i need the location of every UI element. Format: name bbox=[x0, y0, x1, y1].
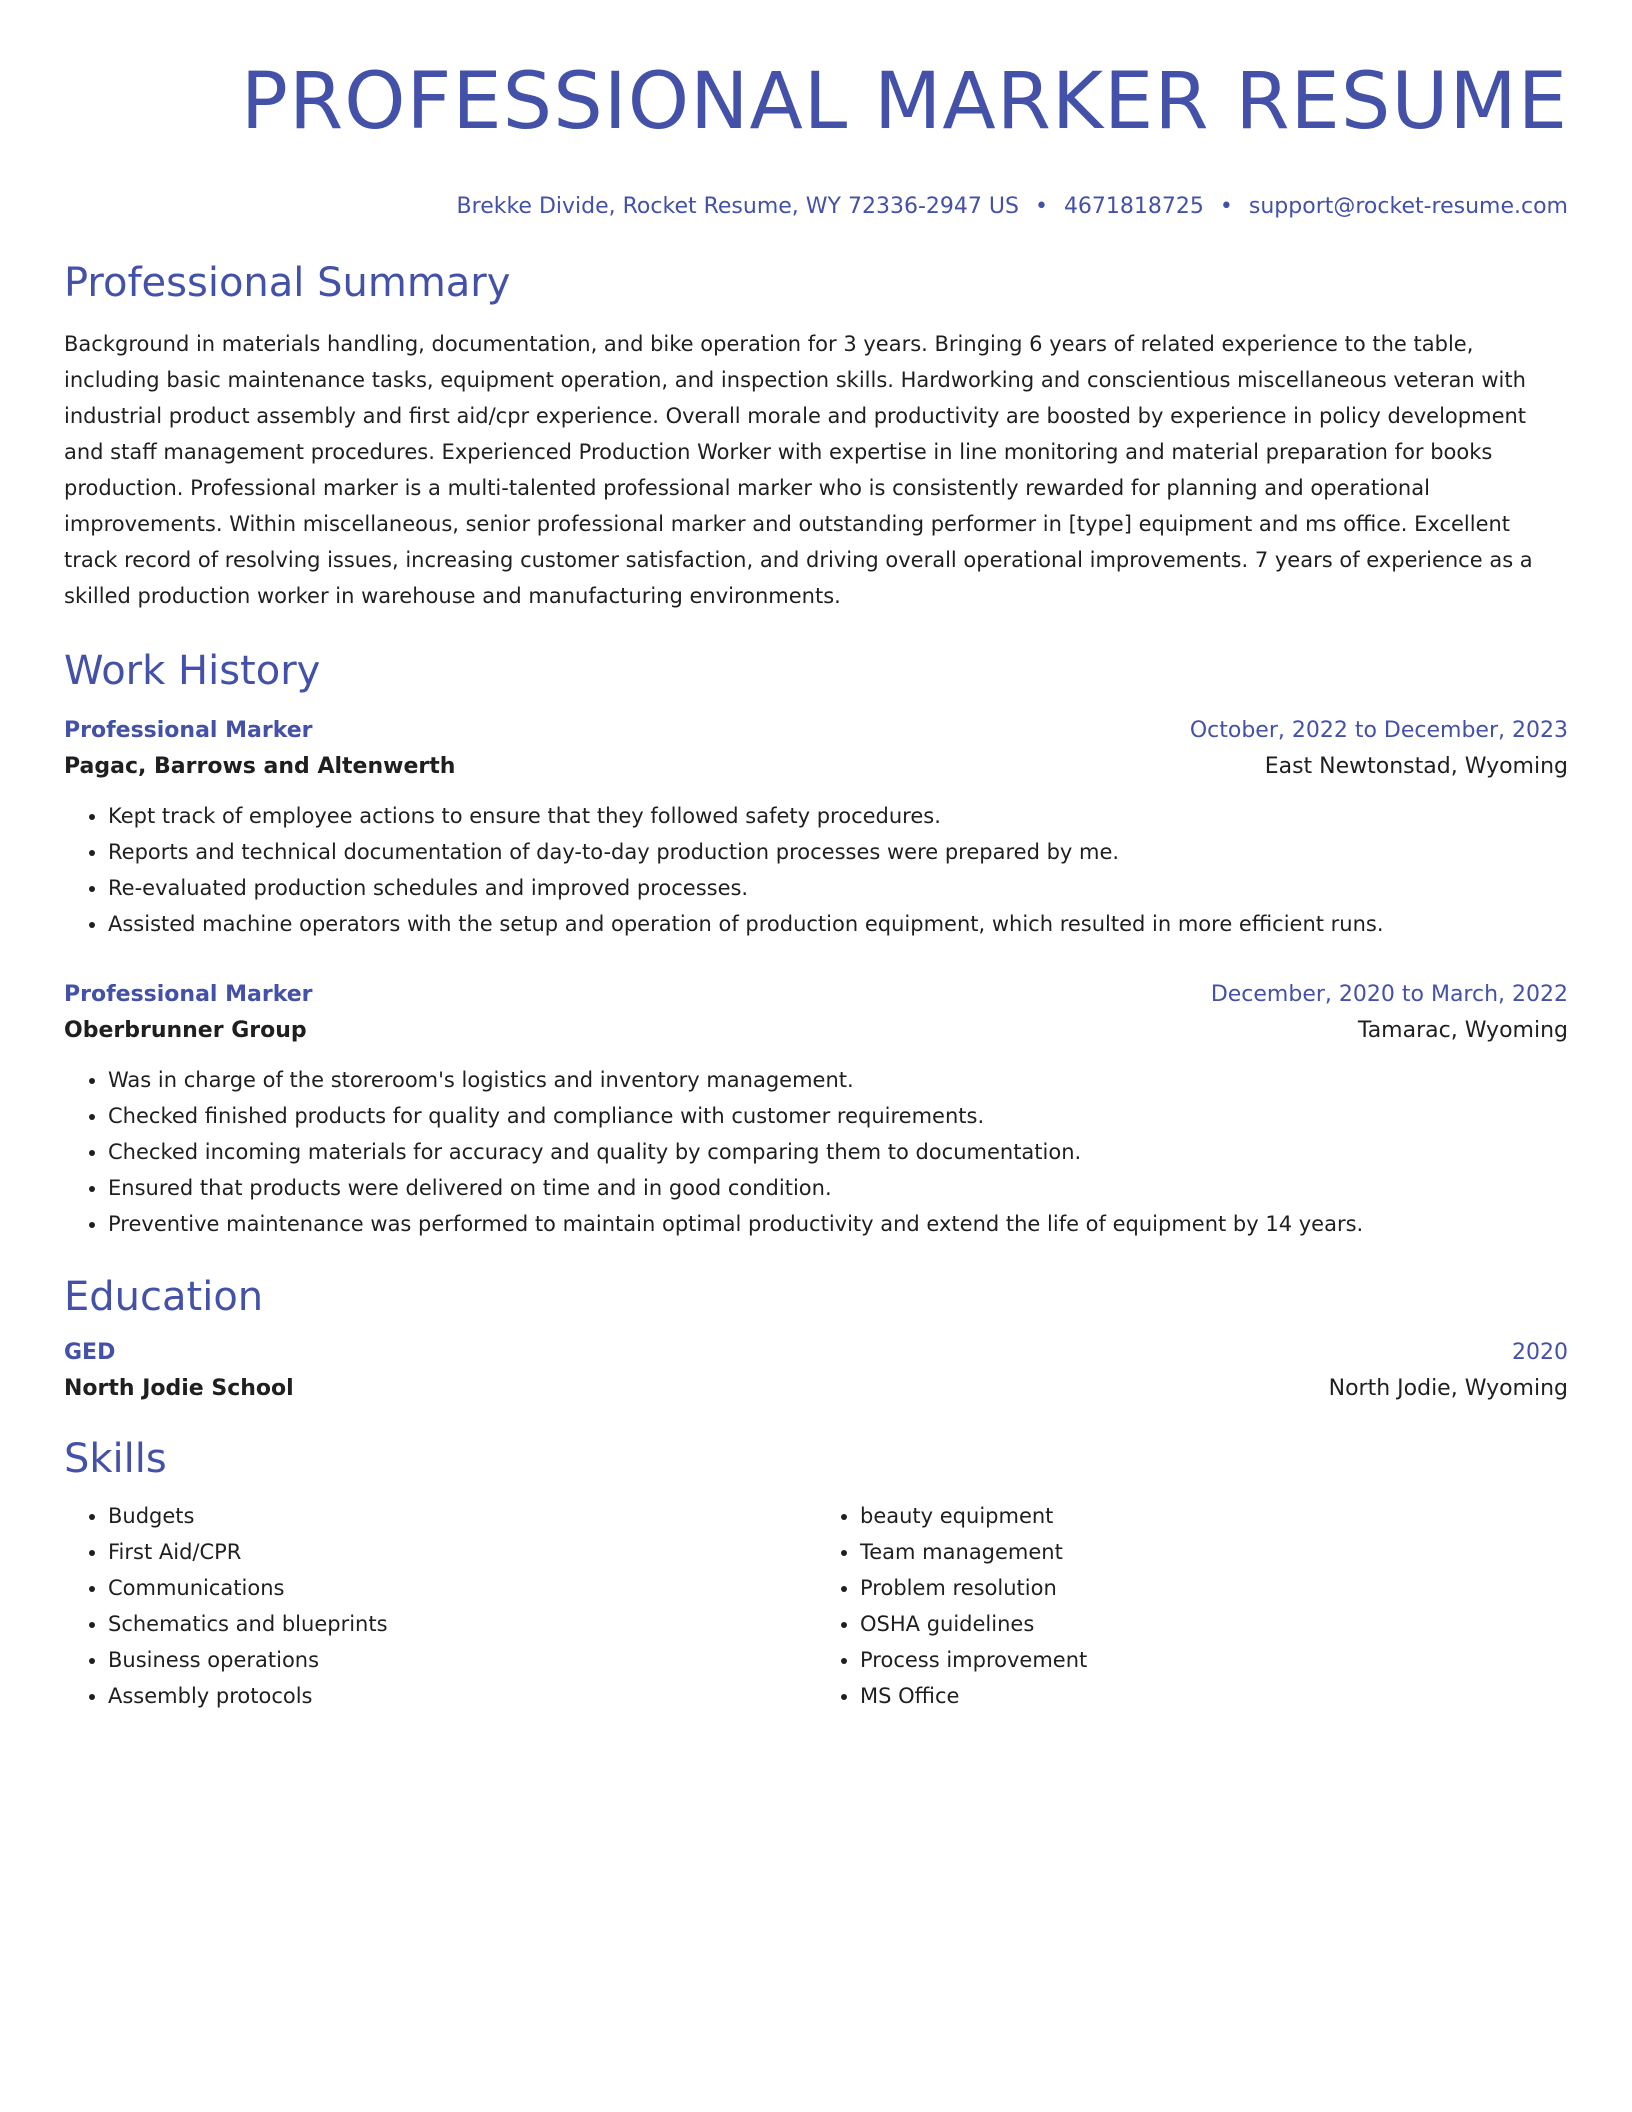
skill-item: • OSHA guidelines bbox=[860, 1606, 1568, 1642]
resume-name: PROFESSIONAL MARKER RESUME bbox=[240, 57, 1568, 147]
summary-section bbox=[64, 258, 1568, 614]
skill-item: • First Aid/CPR bbox=[108, 1534, 816, 1570]
job-company: Pagac, Barrows and Altenwerth bbox=[64, 754, 456, 779]
education-school: North Jodie School bbox=[64, 1376, 294, 1401]
job-bullet: • Preventive maintenance was performed to maintain optimal productivity and extend the life of equipment by 14 years. bbox=[108, 1206, 1568, 1242]
skill-item: • MS Office bbox=[860, 1678, 1568, 1714]
job-bullet: • Assisted machine operators with the setup and operation of production equipment, which resulted in more efficient runs. bbox=[108, 906, 1568, 942]
job-dates: October, 2022 to December, 2023 bbox=[1189, 718, 1568, 743]
job-title: Professional Marker bbox=[64, 982, 313, 1007]
skills-section bbox=[64, 1434, 1568, 1714]
skills-heading: Skills bbox=[64, 1436, 167, 1482]
resume-header bbox=[64, 50, 1568, 222]
education-year: 2020 bbox=[1512, 1340, 1568, 1365]
skills-list bbox=[64, 1498, 816, 1714]
summary-heading: Professional Summary bbox=[64, 260, 511, 306]
job-dates: December, 2020 to March, 2022 bbox=[1210, 982, 1568, 1007]
job-bullets bbox=[64, 798, 1568, 942]
contact-phone: 4671818725 bbox=[1063, 194, 1204, 219]
skill-item: • Team management bbox=[860, 1534, 1568, 1570]
job-bullet: • Checked finished products for quality and compliance with customer requirements. bbox=[108, 1098, 1568, 1134]
job-company: Oberbrunner Group bbox=[64, 1018, 307, 1043]
work-history-section bbox=[64, 646, 1568, 1242]
skill-item: • Budgets bbox=[108, 1498, 816, 1534]
skill-item: • Problem resolution bbox=[860, 1570, 1568, 1606]
education-entry bbox=[64, 1336, 1568, 1408]
education-degree: GED bbox=[64, 1340, 116, 1365]
skill-item: • Process improvement bbox=[860, 1642, 1568, 1678]
job-bullets bbox=[64, 1062, 1568, 1242]
skill-item: • Assembly protocols bbox=[108, 1678, 816, 1714]
skills-column-right bbox=[816, 1498, 1568, 1714]
job-entry bbox=[64, 978, 1568, 1242]
job-title: Professional Marker bbox=[64, 718, 313, 743]
education-section bbox=[64, 1272, 1568, 1408]
job-bullet: • Checked incoming materials for accuracy and quality by comparing them to documentation. bbox=[108, 1134, 1568, 1170]
skills-list bbox=[816, 1498, 1568, 1714]
skills-column-left bbox=[64, 1498, 816, 1714]
summary-text: Background in materials handling, documentation, and bike operation for 3 years. Bringing 6 years of related experience to the table, including basic maintenance tasks, equipment operation, and inspection skills. Hardworking and conscientious miscellaneous veteran with industrial product assembly and first aid/cpr experience. Overall morale and productivity are boosted by experience in policy development and staff management procedures. Experienced Production Worker with expertise in line monitoring and material preparation for books production. Professional marker is a multi-talented professional marker who is consistently rewarded for planning and operational improvements. Within miscellaneous, senior professional marker and outstanding performer in [type] equipment and ms office. Excellent track record of resolving issues, increasing customer satisfaction, and driving overall operational improvements. 7 years of experience as a skilled production worker in warehouse and manufacturing environments. bbox=[64, 332, 1533, 608]
skill-item: • Business operations bbox=[108, 1642, 816, 1678]
skills-grid bbox=[64, 1498, 1568, 1714]
skill-item: • Schematics and blueprints bbox=[108, 1606, 816, 1642]
contact-separator: • bbox=[1034, 194, 1048, 219]
job-location: East Newtonstad, Wyoming bbox=[1264, 754, 1568, 779]
job-bullet: • Re-evaluated production schedules and improved processes. bbox=[108, 870, 1568, 906]
contact-address: Brekke Divide, Rocket Resume, WY 72336-2947 US bbox=[456, 194, 1019, 219]
contact-separator: • bbox=[1219, 194, 1233, 219]
job-location: Tamarac, Wyoming bbox=[1357, 1018, 1568, 1043]
education-heading: Education bbox=[64, 1274, 264, 1320]
job-entry bbox=[64, 714, 1568, 942]
contact-email[interactable]: support@rocket-resume.com bbox=[1248, 194, 1568, 219]
job-bullet: • Ensured that products were delivered on time and in good condition. bbox=[108, 1170, 1568, 1206]
job-bullet: • Kept track of employee actions to ensure that they followed safety procedures. bbox=[108, 798, 1568, 834]
job-bullet: • Reports and technical documentation of day-to-day production processes were prepared by me. bbox=[108, 834, 1568, 870]
skill-item: • beauty equipment bbox=[860, 1498, 1568, 1534]
contact-line bbox=[64, 192, 1568, 222]
job-bullet: • Was in charge of the storeroom's logistics and inventory management. bbox=[108, 1062, 1568, 1098]
work-history-heading: Work History bbox=[64, 648, 321, 694]
skill-item: • Communications bbox=[108, 1570, 816, 1606]
education-location: North Jodie, Wyoming bbox=[1328, 1376, 1568, 1401]
